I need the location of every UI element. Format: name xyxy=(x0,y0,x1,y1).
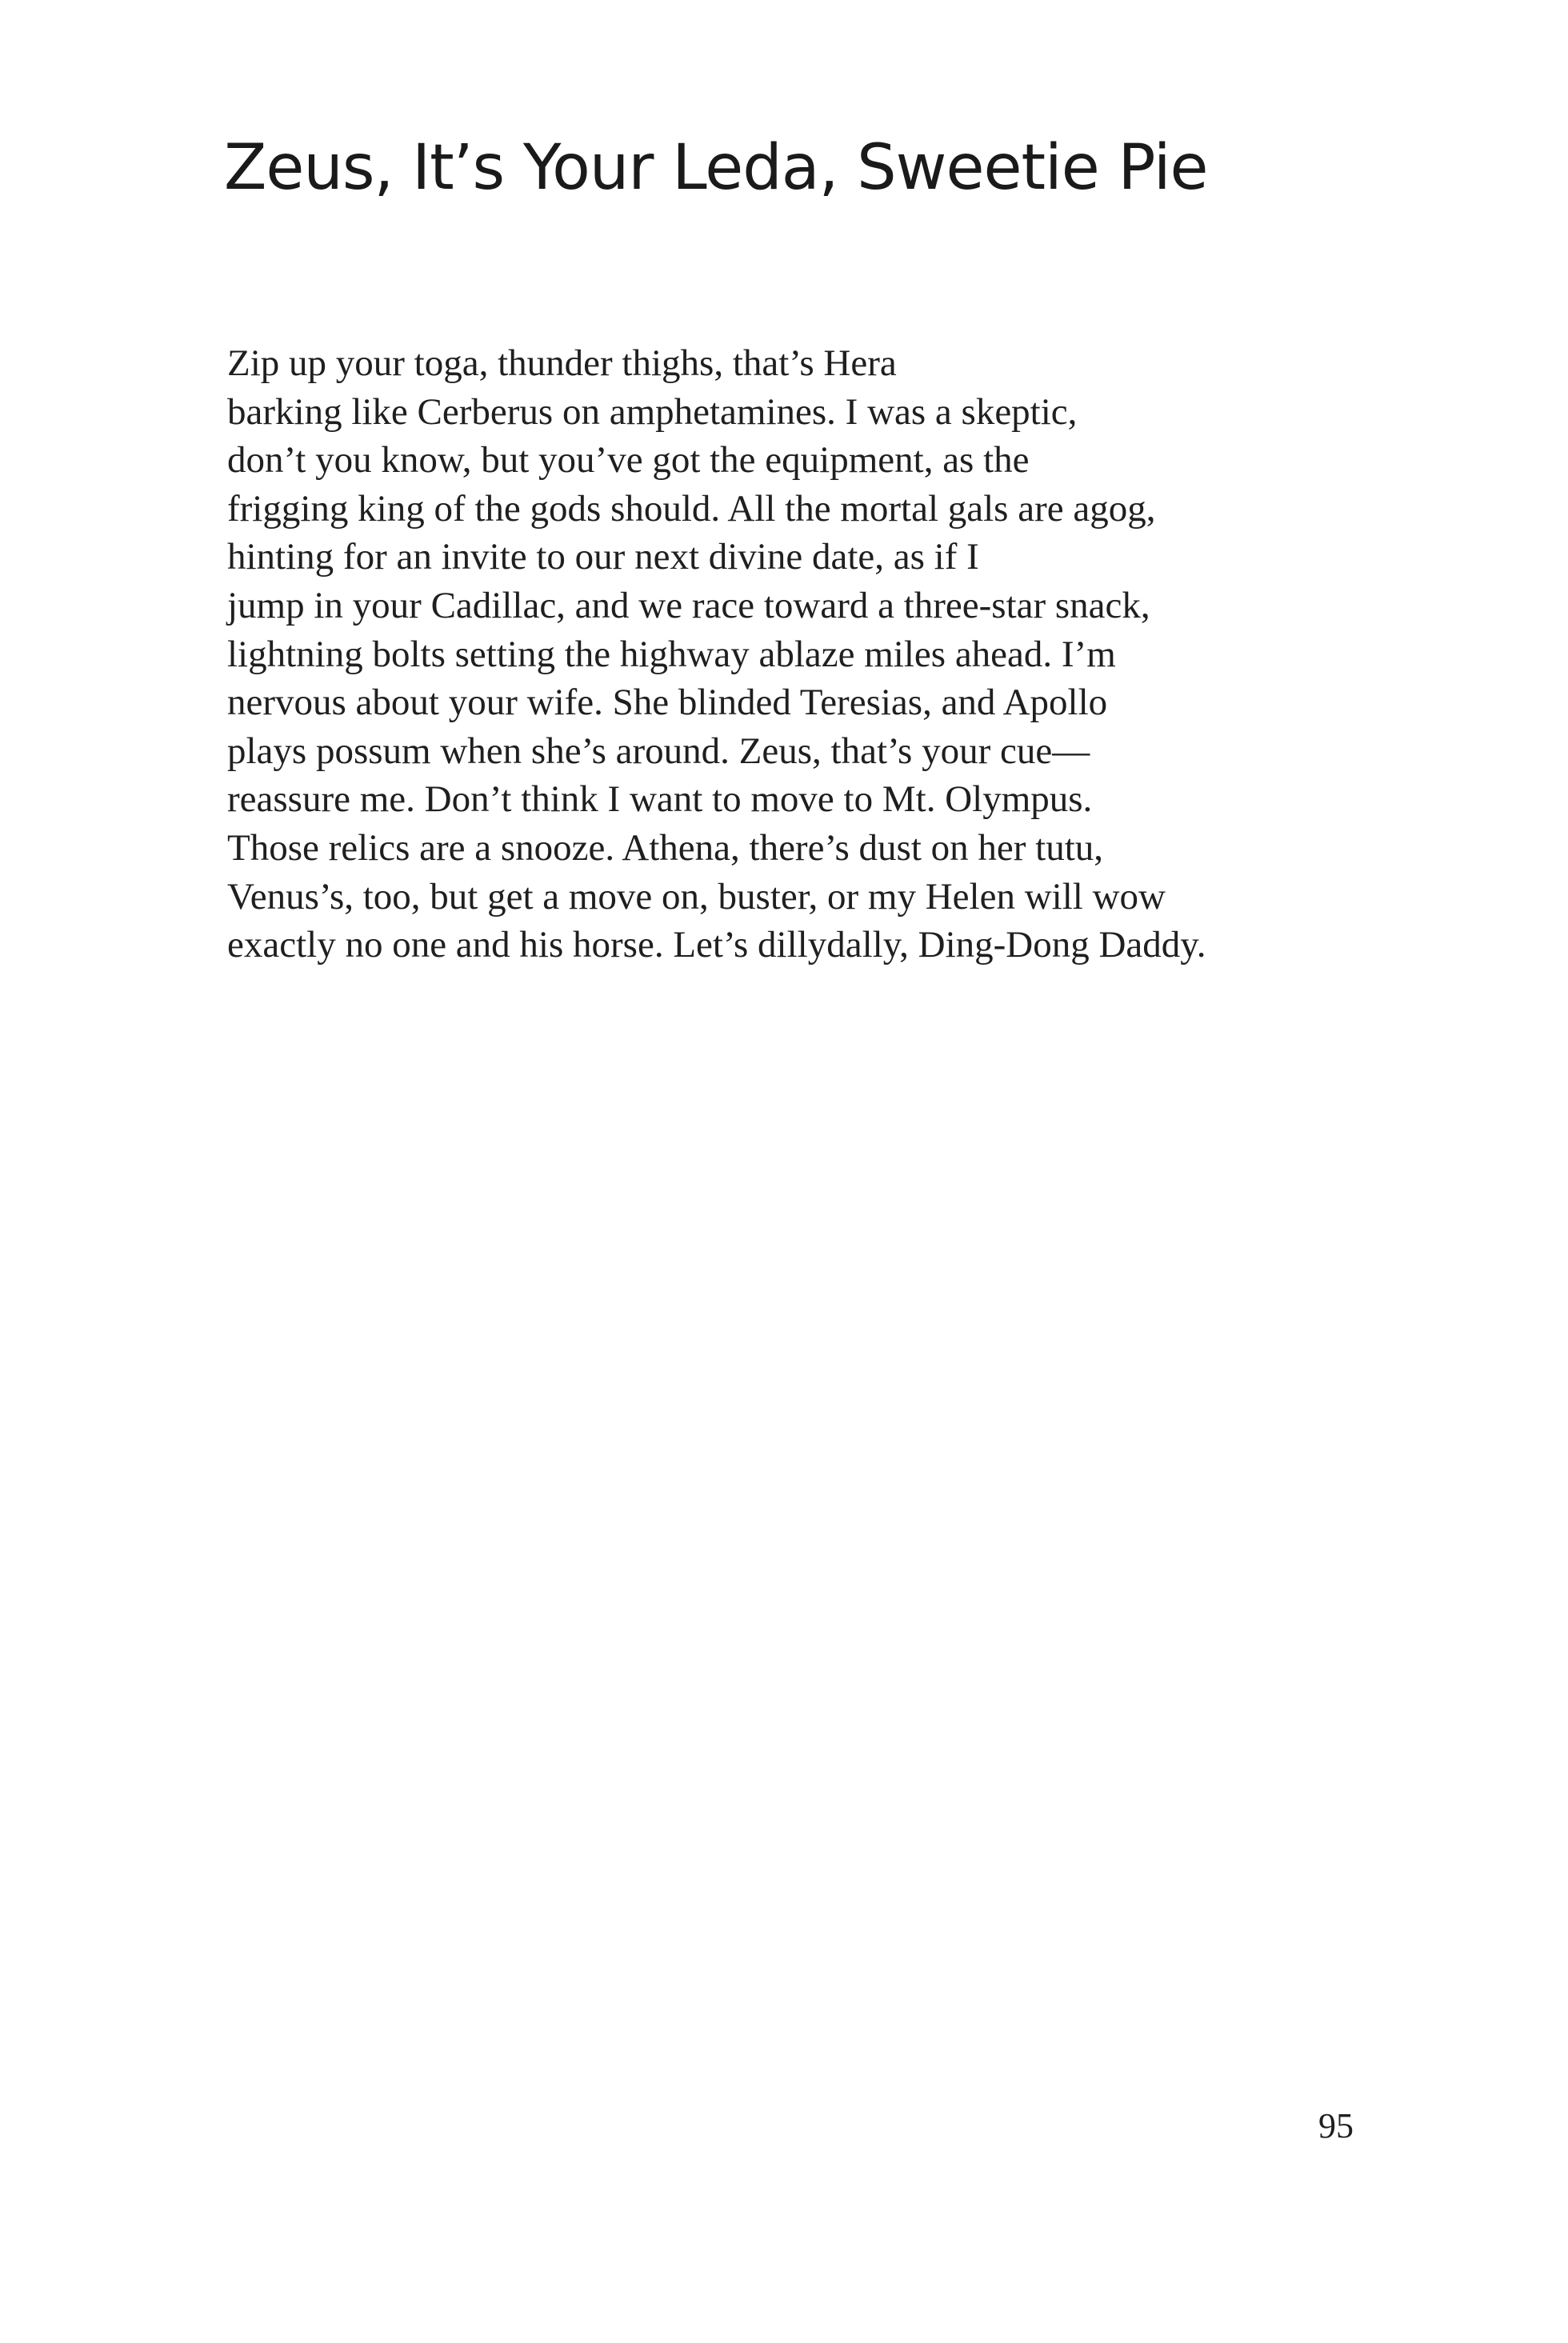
poem-line: Venus’s, too, but get a move on, buster, or my Helen will wow xyxy=(227,875,1166,918)
poem-line: lightning bolts setting the highway ablaze miles ahead. I’m xyxy=(227,633,1116,675)
poem-line: hinting for an invite to our next divine date, as if I xyxy=(227,536,979,578)
poem-line: don’t you know, but you’ve got the equipment, as the xyxy=(227,439,1030,482)
poem-line: nervous about your wife. She blinded Teresias, and Apollo xyxy=(227,682,1108,724)
poem-line: Zip up your toga, thunder thighs, that’s Hera xyxy=(227,342,897,384)
poem-line: plays possum when she’s around. Zeus, that’s your cue— xyxy=(227,730,1090,772)
poem-line: jump in your Cadillac, and we race toward a three-star snack, xyxy=(227,584,1150,626)
poem-line: barking like Cerberus on amphetamines. I was a skeptic, xyxy=(227,390,1078,433)
poem-line: reassure me. Don’t think I want to move to Mt. Olympus. xyxy=(227,778,1093,821)
poem-body xyxy=(227,339,1443,970)
poem-line: frigging king of the gods should. All the mortal gals are agog, xyxy=(227,487,1156,530)
page-number: 95 xyxy=(1318,2106,1354,2145)
poem-line: exactly no one and his horse. Let’s dillydally, Ding-Dong Daddy. xyxy=(227,924,1206,966)
poem-title: Zeus, It’s Your Leda, Sweetie Pie xyxy=(224,132,1208,204)
poem-line: Those relics are a snooze. Athena, there’s dust on her tutu, xyxy=(227,826,1104,869)
